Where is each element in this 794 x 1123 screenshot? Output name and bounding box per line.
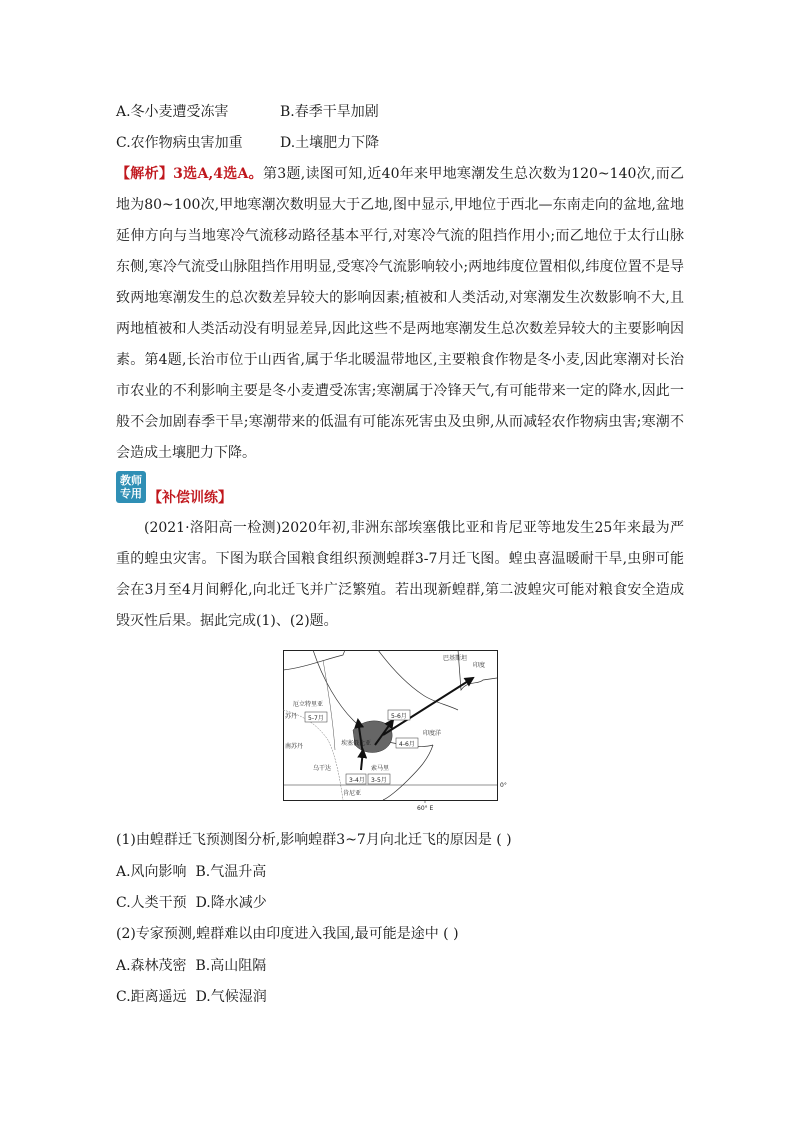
q1-option-a: A.风向影响 — [116, 864, 187, 880]
map-label-india: 印度 — [473, 662, 486, 669]
question-2-stem: (2)专家预测,蝗群难以由印度进入我国,最可能是途中 ( ) — [116, 926, 459, 942]
q2-option-c: C.距离遥远 — [116, 989, 187, 1005]
q2-option-b: B.高山阻隔 — [195, 958, 267, 974]
map-label-somalia: 索马里 — [371, 765, 390, 772]
locust-migration-map — [283, 650, 510, 812]
map-label-m56: 5-6月 — [391, 713, 407, 720]
map-label-eritrea: 厄立特里亚 — [293, 701, 324, 708]
map-label-m57: 5-7月 — [308, 715, 324, 722]
map-label-m34: 3-4月 — [349, 777, 365, 784]
question-1-options-row-2 — [116, 894, 267, 912]
option-b: B.春季干旱加剧 — [280, 104, 379, 120]
q1-option-c: C.人类干预 — [116, 895, 187, 911]
analysis-paragraph — [116, 159, 684, 469]
question-1-options-row-1 — [116, 863, 266, 881]
option-d: D.土壤肥力下降 — [280, 135, 380, 151]
map-label-south-sudan: 南苏丹 — [285, 743, 304, 750]
map-label-ethiopia: 埃塞俄比亚 — [341, 740, 372, 747]
option-a: A.冬小麦遭受冻害 — [116, 104, 229, 120]
teacher-badge: 教师 专用 — [116, 471, 146, 503]
q1-option-b: B.气温升高 — [195, 864, 267, 880]
q2-option-a: A.森林茂密 — [116, 958, 187, 974]
map-label-sudan: 苏丹 — [285, 713, 298, 720]
intro-paragraph: (2021·洛阳高一检测)2020年初,非洲东部埃塞俄比亚和肯尼亚等地发生25年来最为严重的蝗虫灾害。下图为联合国粮食组织预测蝗群3-7月迁飞图。蝗虫喜温暖耐干旱,虫卵可能会在3月至4月间孵化,向北迁飞并广泛繁殖。若出现新蝗群,第二波蝗灾可能对粮食安全造成毁灭性后果。据此完成(1)、(2)题。 — [116, 520, 684, 629]
analysis-answer: 3选A,4选A。 — [173, 166, 263, 182]
option-c: C.农作物病虫害加重 — [116, 135, 243, 151]
map-label-pakistan: 巴基斯坦 — [443, 655, 468, 662]
map-label-kenya: 肯尼亚 — [343, 790, 362, 797]
map-label-equator: 0° — [500, 782, 507, 789]
map-label-m35: 3-5月 — [371, 777, 387, 784]
analysis-tag: 【解析】 — [116, 166, 174, 182]
map-label-m46: 4-6月 — [399, 741, 415, 748]
map-label-uganda: 乌干达 — [313, 765, 332, 772]
section-title: 【补偿训练】 — [148, 490, 232, 506]
question-1-stem: (1)由蝗群迁飞预测图分析,影响蝗群3~7月向北迁飞的原因是 ( ) — [116, 832, 512, 848]
q1-option-d: D.降水减少 — [195, 895, 267, 911]
q2-option-d: D.气候湿润 — [195, 989, 267, 1005]
question-2-options-row-1 — [116, 957, 266, 975]
map-label-indian-ocean: 印度洋 — [423, 730, 442, 737]
question-2-options-row-2 — [116, 988, 267, 1006]
map-label-longitude: 60° E — [417, 805, 434, 812]
analysis-body: 第3题,读图可知,近40年来甲地寒潮发生总次数为120~140次,而乙地为80~100次,甲地寒潮次数明显大于乙地,图中显示,甲地位于西北—东南走向的盆地,盆地延伸方向与当地寒冷气流移动路径基本平行,对寒冷气流的阻挡作用小;而乙地位于太行山脉东侧,寒冷气流受山脉阻挡作用明显,受寒冷气流影响较小;两地纬度位置相似,纬度位置不是导致两地寒潮发生的总次数差异较大的影响因素;植被和人类活动,对寒潮发生次数影响不大,且两地植被和人类活动没有明显差异,因此这些不是两地寒潮发生总次数差异较大的主要影响因素。第4题,长治市位于山西省,属于华北暖温带地区,主要粮食作物是冬小麦,因此寒潮对长治市农业的不利影响主要是冬小麦遭受冻害;寒潮属于冷锋天气,有可能带来一定的降水,因此一般不会加剧春季干旱;寒潮带来的低温有可能冻死害虫及虫卵,从而减轻农作物病虫害;寒潮不会造成土壤肥力下降。 — [116, 166, 684, 461]
